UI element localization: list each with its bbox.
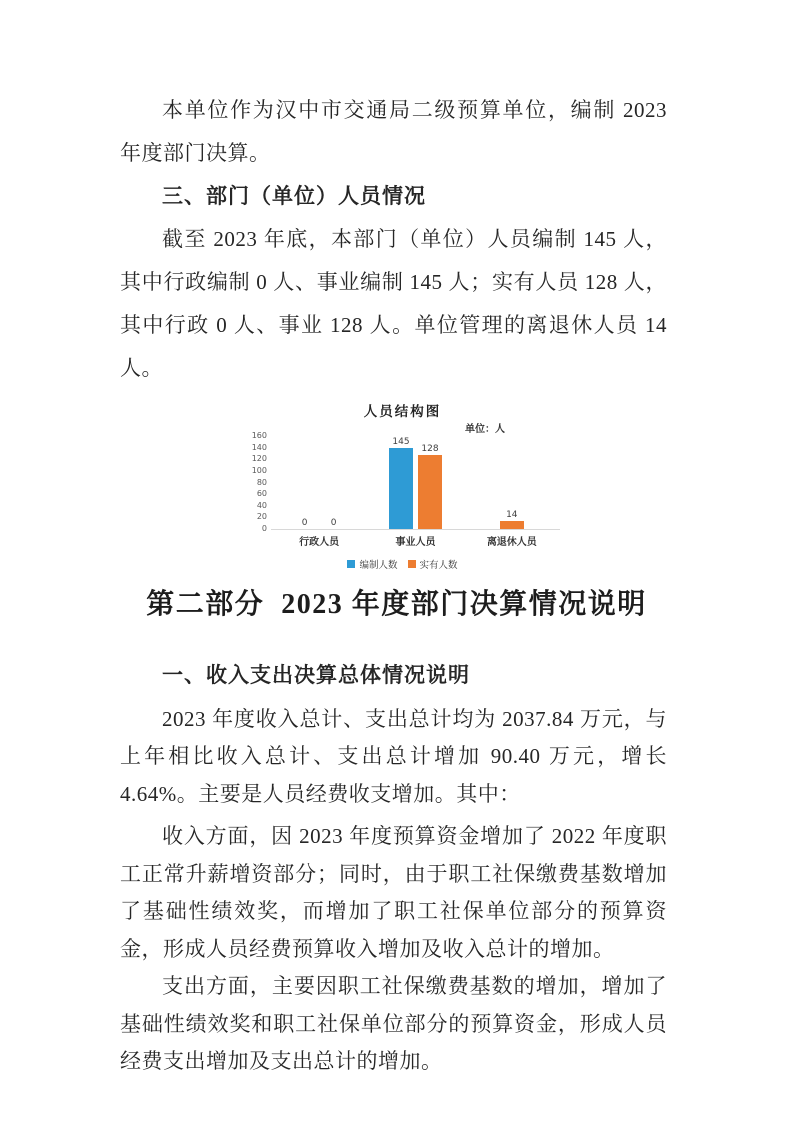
part2-title: 第二部分 2023 年度部门决算情况说明 [146, 589, 647, 620]
chart-x-axis [245, 533, 560, 548]
bar-value-label: 128 [421, 443, 439, 454]
x-axis-category-label: 行政人员 [299, 537, 340, 548]
bar-wrap [293, 436, 317, 529]
paragraph-personnel: 截至 2023 年底，本部门（单位）人员编制 145 人，其中行政编制 0 人、事业编制 145 人；实有人员 128 人，其中行政 0 人、事业 128 人。单位管理的离退休人员 14 人。 [120, 227, 667, 380]
chart-y-axis [245, 431, 271, 533]
bar-group [271, 436, 367, 529]
bar-wrap [500, 436, 524, 529]
heading-overview-section: 一、收入支出决算总体情况说明 [162, 664, 470, 687]
chart-unit-label: 单位：人 [465, 424, 505, 435]
chart-plot-area [245, 431, 560, 533]
y-tick-label: 40 [256, 500, 267, 510]
paragraph-intro: 本单位作为汉中市交通局二级预算单位，编制 2023 年度部门决算。 [120, 98, 667, 165]
personnel-structure-chart [245, 400, 560, 571]
chart-title: 人员结构图 [363, 404, 442, 420]
paragraph-income: 收入方面，因 2023 年度预算资金增加了 2022 年度职工正常升薪增资部分；同时，由于职工社保缴费基数增加了基础性绩效奖，而增加了职工社保单位部分的预算资金，形成人员经费预算收入增加及收入总计的增加。 [120, 824, 667, 961]
bar-wrap [389, 436, 413, 529]
chart-bars [271, 436, 560, 530]
y-tick-label: 160 [251, 431, 267, 440]
bar [500, 521, 524, 529]
y-tick-label: 0 [261, 524, 267, 533]
bar-value-label: 14 [506, 509, 518, 520]
y-tick-label: 120 [251, 454, 267, 464]
bar-wrap [418, 436, 442, 529]
paragraph-expense: 支出方面，主要因职工社保缴费基数的增加，增加了基础性绩效奖和职工社保单位部分的预算资金，形成人员经费支出增加及支出总计的增加。 [120, 974, 667, 1073]
paragraph-totals: 2023 年度收入总计、支出总计均为 2037.84 万元，与上年相比收入总计、支出总计增加 90.40 万元，增长 4.64%。主要是人员经费收支增加。其中： [120, 706, 667, 806]
bar-wrap [322, 436, 346, 529]
y-tick-label: 140 [251, 442, 267, 452]
y-tick-label: 20 [256, 512, 267, 522]
heading-personnel-section: 三、部门（单位）人员情况 [162, 185, 426, 208]
y-tick-label: 80 [256, 477, 267, 487]
bar-value-label: 145 [392, 437, 410, 447]
legend-swatch [408, 560, 416, 568]
bar-value-label: 0 [330, 518, 337, 528]
bar-group [464, 436, 560, 529]
legend-label: 实有人数 [419, 560, 458, 571]
legend-swatch [347, 560, 355, 568]
x-axis-category-label: 离退休人员 [486, 537, 537, 548]
bar [389, 448, 413, 529]
chart-legend [245, 557, 560, 571]
bar-value-label: 0 [301, 518, 308, 528]
legend-label: 编制人数 [359, 560, 398, 571]
legend-item [408, 557, 458, 571]
y-tick-label: 100 [251, 465, 267, 475]
y-tick-label: 60 [256, 489, 267, 499]
bar-group [367, 436, 463, 529]
legend-item [347, 557, 397, 571]
bar [418, 455, 442, 529]
x-axis-category-label: 事业人员 [395, 537, 436, 548]
